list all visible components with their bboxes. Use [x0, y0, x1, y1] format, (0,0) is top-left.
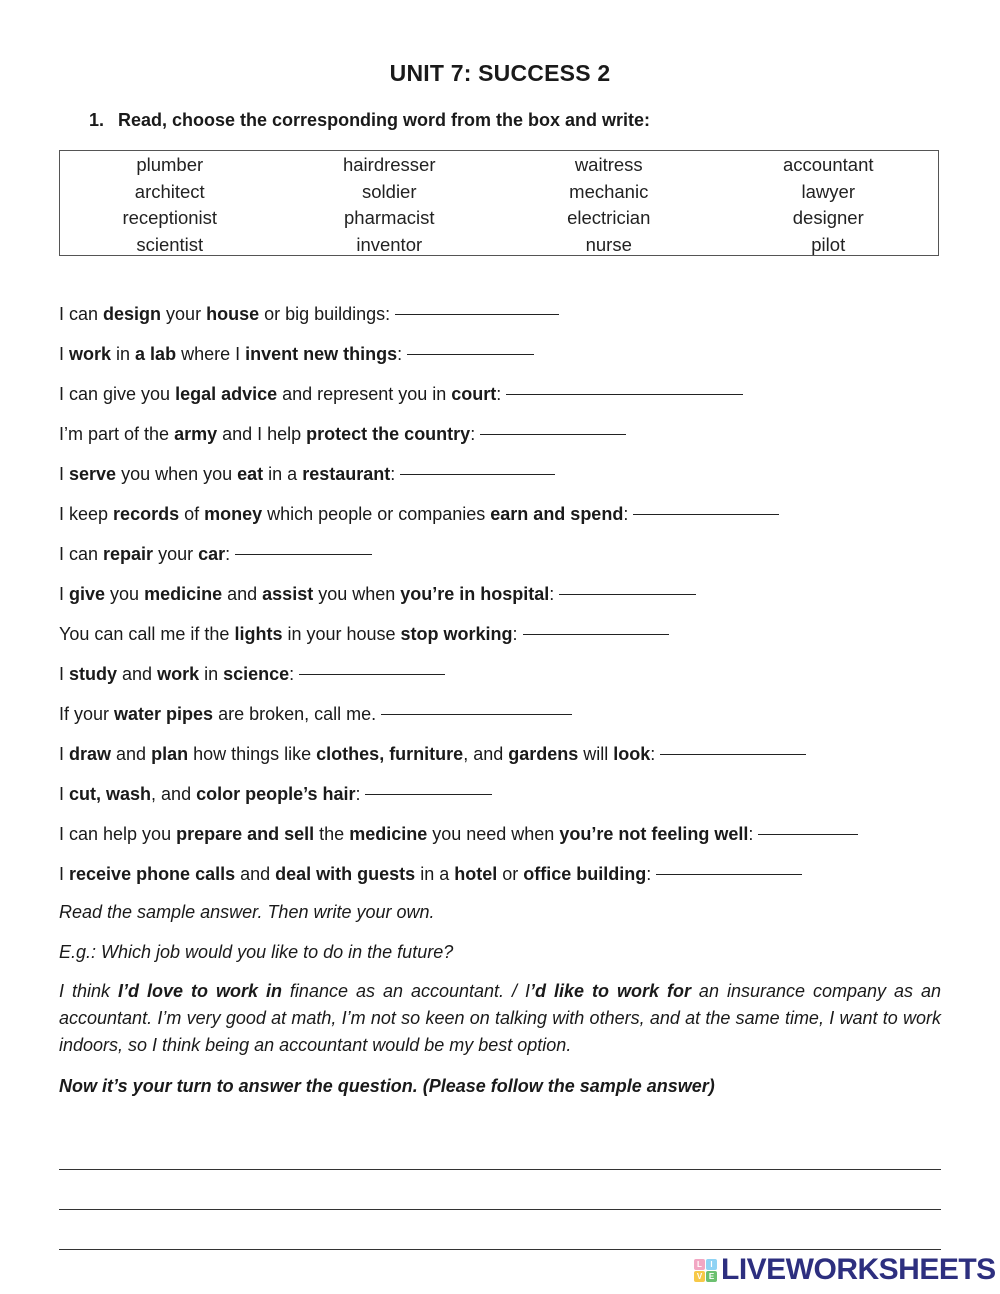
text-segment: I — [59, 744, 70, 764]
keyword: money — [204, 504, 263, 524]
word-box-item: pharmacist — [344, 207, 435, 228]
word-box — [59, 150, 939, 256]
sample-section — [59, 898, 941, 1100]
exercise-item — [59, 660, 944, 700]
text-segment: : — [496, 384, 507, 404]
exercise-item — [59, 700, 944, 740]
answer-blank[interactable] — [660, 740, 806, 755]
answer-input[interactable] — [633, 502, 779, 526]
answer-lines — [59, 1130, 941, 1250]
text-segment: I keep — [59, 504, 114, 524]
word-box-item: receptionist — [122, 207, 218, 228]
answer-input[interactable] — [656, 862, 802, 886]
keyword: look — [613, 744, 651, 764]
your-turn-prompt: Now it’s your turn to answer the question. (Please follow the sample answer) — [59, 1076, 715, 1096]
text-segment: you — [105, 584, 145, 604]
text-segment: an insurance company as an accountant. I’m very good at math, I’m not so keen on talking with others, and at the same time, I want to work indoors, so I think being an accountant would be my best option. — [59, 981, 942, 1055]
answer-blank[interactable] — [395, 300, 559, 315]
answer-blank[interactable] — [235, 540, 372, 555]
answer-input[interactable] — [365, 782, 492, 806]
text-segment: which people or companies — [262, 504, 491, 524]
text-segment: you need when — [427, 824, 560, 844]
text-segment: I can help you — [59, 824, 177, 844]
answer-textarea[interactable] — [59, 1177, 945, 1207]
answer-blank[interactable] — [407, 340, 534, 355]
keyword: hotel — [454, 864, 498, 884]
keyword: color people’s hair — [196, 784, 356, 804]
text-segment: : — [512, 624, 523, 644]
answer-textarea[interactable] — [59, 1217, 945, 1247]
answer-blank[interactable] — [656, 860, 802, 875]
exercise-item — [59, 580, 944, 620]
keyword: I’d love to work in — [118, 981, 282, 1001]
answer-textarea[interactable] — [59, 1137, 945, 1167]
logo-tile: I — [706, 1259, 717, 1270]
text-segment: I can — [59, 304, 104, 324]
text-segment: I — [59, 784, 70, 804]
text-segment: I — [59, 664, 70, 684]
word-box-item: accountant — [782, 154, 874, 175]
answer-line[interactable] — [59, 1130, 941, 1170]
answer-input[interactable] — [235, 542, 372, 566]
text-segment: and I help — [217, 424, 307, 444]
keyword: give — [69, 584, 106, 604]
keyword: restaurant — [302, 464, 391, 484]
keyword: ’d like to work for — [530, 981, 691, 1001]
exercise-item — [59, 300, 944, 340]
keyword: lights — [234, 624, 283, 644]
text-segment: : — [225, 544, 236, 564]
keyword: assist — [262, 584, 314, 604]
word-box-item: mechanic — [569, 180, 649, 202]
word-box-item: electrician — [567, 207, 651, 228]
text-segment: your — [161, 304, 207, 324]
word-box-item: soldier — [362, 180, 417, 202]
exercise-instruction — [89, 110, 650, 131]
text-segment: : — [397, 344, 408, 364]
keyword: invent new things — [245, 344, 398, 364]
keyword: car — [198, 544, 226, 564]
keyword: stop working — [400, 624, 513, 644]
keyword: you’re in hospital — [400, 584, 550, 604]
sample-intro: Read the sample answer. Then write your own. — [59, 902, 435, 922]
keyword: work — [157, 664, 200, 684]
logo-tile: E — [706, 1271, 717, 1282]
keyword: work — [69, 344, 112, 364]
text-segment: , and — [151, 784, 197, 804]
keyword: house — [206, 304, 260, 324]
exercise-item — [59, 740, 944, 780]
keyword: you’re not feeling well — [559, 824, 749, 844]
text-segment: of — [179, 504, 205, 524]
answer-input[interactable] — [480, 422, 626, 446]
answer-blank[interactable] — [299, 660, 445, 675]
text-segment: You can call me if the — [59, 624, 235, 644]
text-segment: will — [578, 744, 614, 764]
text-segment: : — [646, 864, 657, 884]
text-segment: in a — [263, 464, 303, 484]
keyword: draw — [69, 744, 112, 764]
keyword: medicine — [144, 584, 223, 604]
text-segment: : — [289, 664, 300, 684]
text-segment: I can — [59, 544, 104, 564]
logo-brand-text: LIVEWORKSHEETS — [721, 1253, 996, 1286]
keyword: office building — [523, 864, 647, 884]
answer-blank[interactable] — [381, 700, 572, 715]
answer-input[interactable] — [660, 742, 806, 766]
text-segment: I’m part of the — [59, 424, 175, 444]
answer-blank[interactable] — [633, 500, 779, 515]
text-segment: I — [59, 864, 70, 884]
word-box-item: scientist — [136, 233, 204, 255]
keyword: serve — [69, 464, 117, 484]
sample-answer — [59, 978, 941, 1072]
keyword: legal advice — [175, 384, 278, 404]
answer-line[interactable] — [59, 1210, 941, 1250]
instruction-text: Read, choose the corresponding word from the box and write: — [118, 110, 651, 130]
word-box-item: architect — [134, 180, 205, 202]
keyword: design — [103, 304, 162, 324]
text-segment: and — [111, 744, 152, 764]
answer-input[interactable] — [299, 662, 445, 686]
text-segment: and — [222, 584, 263, 604]
keyword: clothes, furniture — [316, 744, 464, 764]
text-segment: and — [117, 664, 158, 684]
text-segment: , and — [463, 744, 509, 764]
keyword: records — [113, 504, 180, 524]
text-segment: : — [748, 824, 759, 844]
text-segment: I — [59, 464, 70, 484]
keyword: court — [451, 384, 497, 404]
keyword: science — [223, 664, 290, 684]
text-segment: : — [355, 784, 366, 804]
exercise-item — [59, 780, 944, 820]
keyword: deal with guests — [275, 864, 416, 884]
text-segment: and represent you in — [277, 384, 452, 404]
answer-blank[interactable] — [523, 620, 669, 635]
text-segment: finance as an accountant. / I — [281, 981, 530, 1001]
answer-input[interactable] — [758, 822, 858, 846]
logo-tile: V — [694, 1271, 705, 1282]
answer-line[interactable] — [59, 1170, 941, 1210]
text-segment: I — [59, 584, 70, 604]
answer-input[interactable] — [559, 582, 696, 606]
text-segment: or — [497, 864, 524, 884]
exercise-item — [59, 820, 944, 860]
answer-input[interactable] — [407, 342, 534, 366]
answer-input[interactable] — [381, 702, 572, 726]
answer-blank[interactable] — [365, 780, 492, 795]
word-box-item: plumber — [136, 154, 204, 175]
exercise-item — [59, 540, 944, 580]
exercise-item — [59, 380, 944, 420]
text-segment: the — [314, 824, 350, 844]
keyword: cut, wash — [69, 784, 152, 804]
word-box-item: inventor — [356, 233, 423, 255]
text-segment: in a — [415, 864, 455, 884]
sample-question: E.g.: Which job would you like to do in the future? — [59, 942, 454, 962]
answer-blank[interactable] — [400, 460, 555, 475]
word-box-item: nurse — [585, 233, 632, 255]
word-box-item: lawyer — [801, 180, 855, 202]
answer-blank[interactable] — [758, 820, 858, 835]
keyword: medicine — [349, 824, 428, 844]
text-segment: I think — [59, 981, 118, 1001]
keyword: army — [174, 424, 218, 444]
text-segment: I — [59, 344, 70, 364]
exercise-number: 1. — [89, 110, 105, 130]
text-segment: or big buildings: — [259, 304, 396, 324]
answer-input[interactable] — [395, 302, 559, 326]
text-segment: and — [235, 864, 276, 884]
keyword: earn and spend — [490, 504, 624, 524]
logo-tile: L — [694, 1259, 705, 1270]
text-segment: your — [153, 544, 199, 564]
exercise-item — [59, 460, 944, 500]
exercise-item — [59, 340, 944, 380]
keyword: eat — [237, 464, 264, 484]
keyword: gardens — [508, 744, 579, 764]
keyword: repair — [103, 544, 154, 564]
liveworksheets-logo — [694, 1254, 996, 1286]
text-segment: : — [650, 744, 661, 764]
word-box-item: hairdresser — [342, 154, 436, 175]
answer-blank[interactable] — [506, 380, 743, 395]
text-segment: : — [549, 584, 560, 604]
exercise-item — [59, 500, 944, 540]
text-segment: : — [470, 424, 481, 444]
exercise-item — [59, 420, 944, 460]
text-segment: in — [111, 344, 136, 364]
answer-blank[interactable] — [559, 580, 696, 595]
keyword: protect the country — [306, 424, 471, 444]
keyword: study — [69, 664, 118, 684]
answer-input[interactable] — [506, 382, 743, 406]
logo-tiles-icon — [694, 1259, 717, 1282]
text-segment: are broken, call me. — [213, 704, 382, 724]
exercise-item — [59, 860, 944, 900]
keyword: a lab — [135, 344, 177, 364]
exercise-item — [59, 620, 944, 660]
word-box-item: waitress — [574, 154, 643, 175]
keyword: plan — [151, 744, 189, 764]
word-box-item: designer — [792, 207, 864, 228]
text-segment: : — [623, 504, 634, 524]
text-segment: : — [390, 464, 401, 484]
answer-blank[interactable] — [480, 420, 626, 435]
keyword: prepare and sell — [176, 824, 315, 844]
keyword: receive phone calls — [69, 864, 236, 884]
text-segment: you when — [313, 584, 401, 604]
text-segment: in your house — [282, 624, 401, 644]
text-segment: how things like — [188, 744, 317, 764]
text-segment: where I — [176, 344, 246, 364]
exercise-items — [59, 300, 944, 900]
text-segment: in — [199, 664, 224, 684]
text-segment: If your — [59, 704, 115, 724]
page-title: UNIT 7: SUCCESS 2 — [389, 60, 611, 86]
text-segment: you when you — [116, 464, 238, 484]
answer-input[interactable] — [523, 622, 669, 646]
answer-input[interactable] — [400, 462, 555, 486]
word-box-item: pilot — [811, 233, 846, 255]
text-segment: I can give you — [59, 384, 176, 404]
keyword: water pipes — [114, 704, 214, 724]
